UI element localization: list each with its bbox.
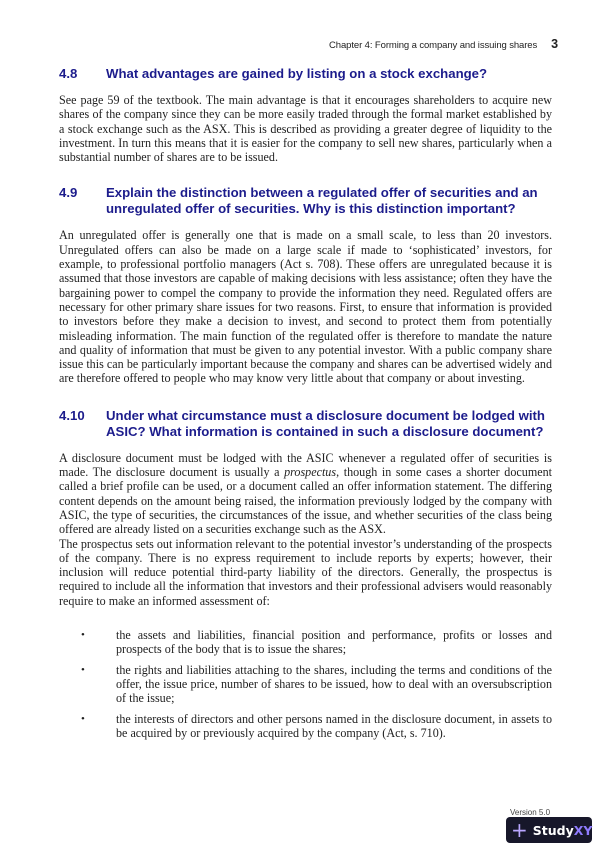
question-heading [59, 66, 552, 82]
list-item-text: the assets and liabilities, financial position and performance, profits or losses and prospects of the body that is to issue the shares; [116, 628, 552, 657]
bullet-list [59, 628, 552, 740]
question-number: 4.8 [59, 66, 78, 81]
answer-paragraph: The prospectus sets out information relevant to the potential investor’s understanding of the prospects of the company. There is no express requirement to include reports by experts; however, their inclusion will reduce potential third-party liability of the directors. Generally, the prospectus is required to include all the information that investors and their professional advisers would reasonably require to make an informed assessment of: [59, 536, 552, 608]
list-item-text: the interests of directors and other persons named in the disclosure document, in assets to be acquired by or previously acquired by the company (Act, s. 710). [116, 711, 552, 740]
bullet-icon: • [81, 629, 85, 642]
question-text: Under what circumstance must a disclosure document be lodged with ASIC? What information is contained in such a disclosure document? [106, 407, 545, 439]
answer-paragraph: See page 59 of the textbook. The main advantage is that it encourages shareholders to acquire new shares of the company since they can be more easily traded through the formal market established by a stock exchange such as the ASX. This is described as providing a greater degree of liquidity to the investment. In turn this means that it is easier for the company to sell new shares, particularly when a substantial number of shares are to be issued. [59, 93, 552, 165]
question-number: 4.10 [59, 407, 85, 423]
paragraph-text: , though in some cases a shorter document called a brief profile can be used, or a document called an offer information statement. The differing content depends on the amount being raised, the information previously lodged by the company with ASIC, the type of securities, the circumstances of the issue, and whether securities of the class being offered are already listed on a securities exchange such as the ASX. [59, 465, 552, 537]
brand-text-xy: XY [573, 822, 593, 838]
question-text: Explain the distinction between a regulated offer of securities and an unregulated offer of securities. Why is this distinction important? [106, 185, 538, 217]
answer-paragraph: An unregulated offer is generally one that is made on a small scale, to less than 20 investors. Unregulated offers can also be made on a large scale if made to ‘sophisticated’ investors, for example, to professional portfolio managers (Act s. 708). These offers are unregulated because it is assumed that those investors are capable of making decisions with less assistance; often they have the bargaining power to compel the company to provide the information they need. Regulated offers are necessary for other primary share issues for two reasons. First, to ensure that information is provided to investors before they make a decision to invest, and second to protect them from potentially misleading information. The main function of the regulated offer is therefore to mandate the nature and quality of information that must be given to any potential investor. With a public company share issue this can be particularly important because the company and shares can be advertised widely and are therefore offered to people who may know very little about that company or about investing. [59, 228, 552, 386]
plus-icon: + [511, 818, 528, 842]
answer-paragraph [59, 451, 552, 537]
page-number: 3 [551, 37, 558, 51]
page-content [59, 66, 552, 760]
version-footer: Version 5.0 [510, 808, 551, 817]
chapter-title: Chapter 4: Forming a company and issuing shares [329, 40, 538, 51]
list-item [59, 663, 552, 706]
studyxy-watermark[interactable] [506, 817, 592, 843]
question-text: What advantages are gained by listing on a stock exchange? [106, 66, 488, 81]
brand-text-study: Study [532, 822, 574, 838]
question-number: 4.9 [59, 185, 78, 201]
paragraph-text: A disclosure document must be lodged with the ASIC whenever a regulated offer of securities is made. The disclosure document is usually a [59, 450, 552, 480]
section-4-9 [59, 185, 552, 385]
bullet-icon: • [81, 663, 85, 676]
question-heading [59, 185, 552, 217]
running-header [329, 37, 558, 51]
section-4-10 [59, 408, 552, 740]
list-item [59, 712, 552, 741]
list-item-text: the rights and liabilities attaching to the shares, including the terms and conditions of the offer, the issue price, number of shares to be issued, how to deal with an oversubscription of the issue; [116, 662, 552, 706]
question-heading [59, 408, 552, 440]
bullet-icon: • [81, 712, 85, 725]
section-4-8 [59, 66, 552, 164]
prospectus-term: prospectus [284, 465, 337, 480]
list-item [59, 628, 552, 657]
